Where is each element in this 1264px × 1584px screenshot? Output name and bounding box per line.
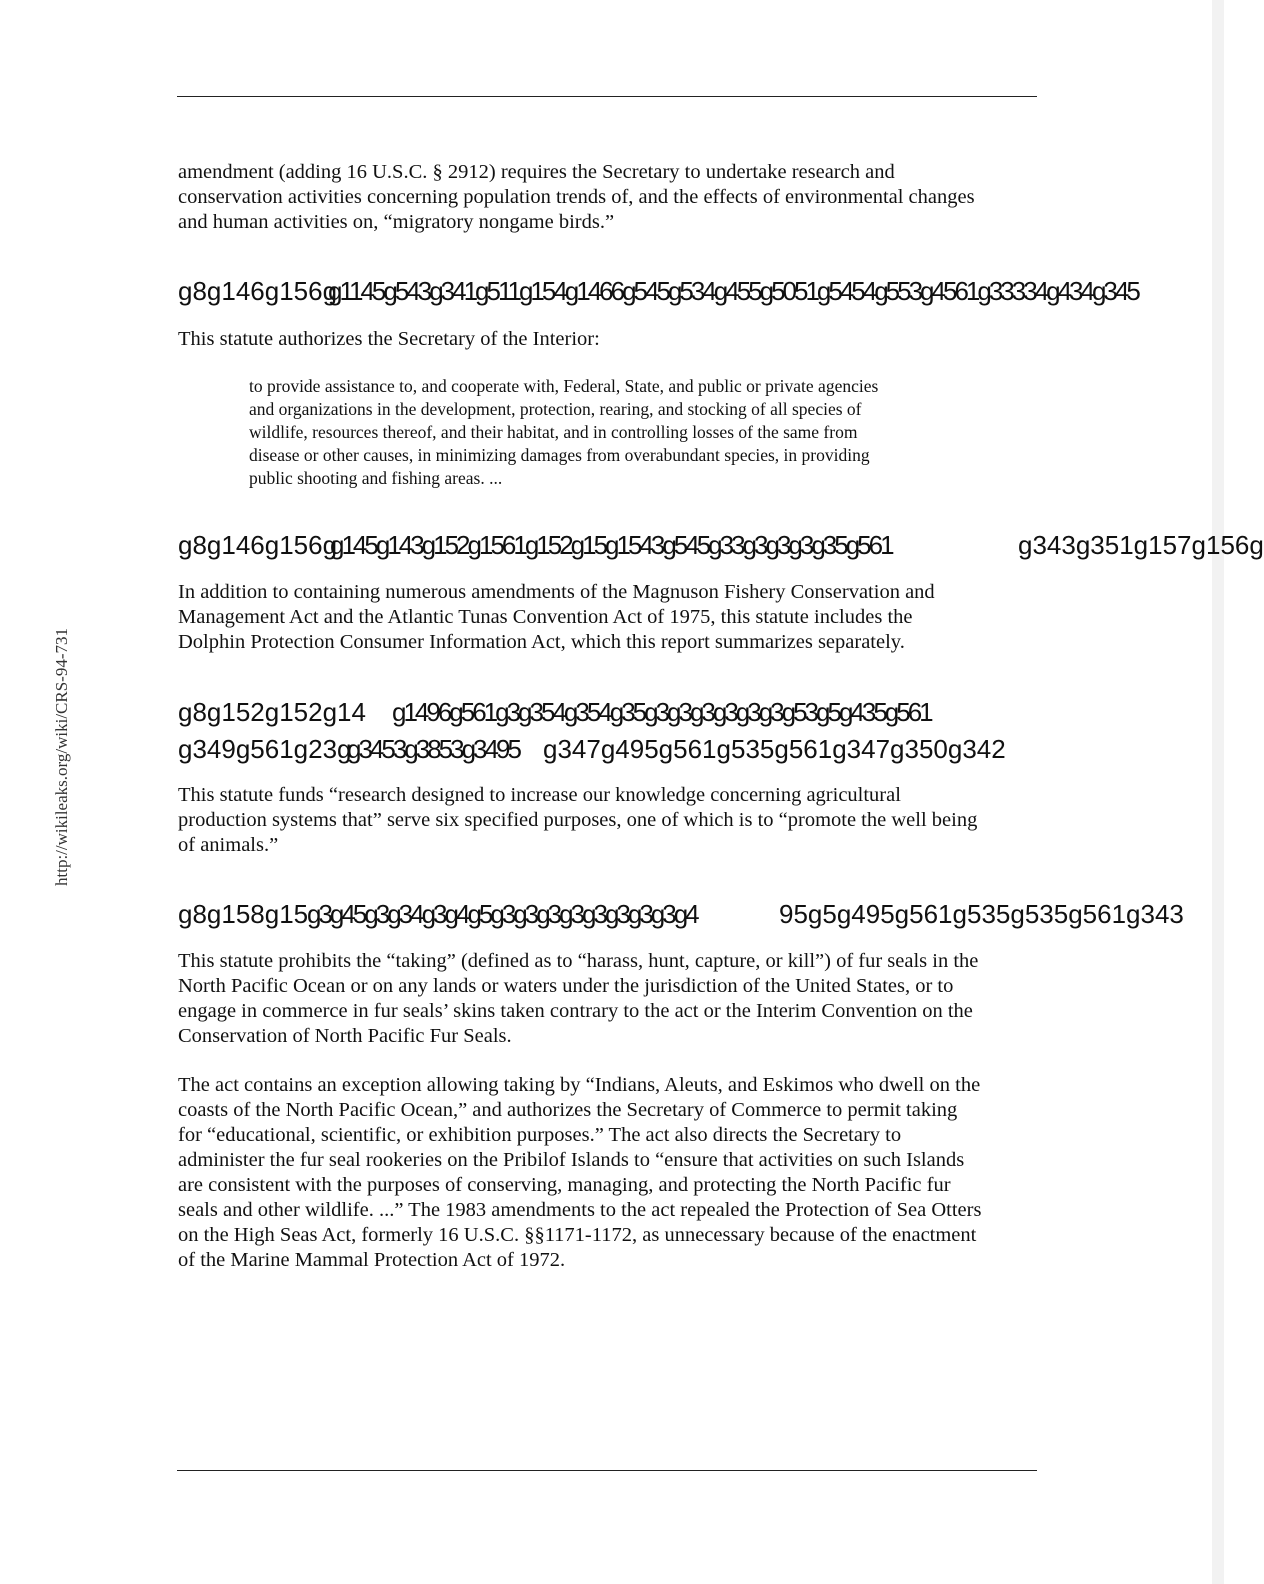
garbled-heading-1-base: g8g146g156g — [178, 276, 338, 306]
garbled-heading-2-overlay: g145g143g152g1561g152g15g1543g545g33g3g3g3g35g561 — [330, 530, 892, 560]
garbled-heading-2-base: g8g146g156g — [178, 530, 338, 560]
header-rule — [177, 96, 1037, 97]
side-url-watermark[interactable]: http://wikileaks.org/wiki/CRS-94-731 — [52, 628, 71, 886]
paragraph-agricultural-research: This statute funds “research designed to increase our knowledge concerning agricultural production systems that” serve six specified purposes, one of which is to “promote the well being of animals.” — [178, 784, 978, 856]
garbled-heading-4-tail: 95g5g495g561g535g535g561g343 — [779, 899, 1184, 929]
paragraph-magnuson-act: In addition to containing numerous amendments of the Magnuson Fishery Conservation and Management Act and the Atlantic Tunas Convention Act of 1975, this statute includes the Dolphin Protection Consumer Information Act, which this report summarizes separately. — [178, 581, 935, 653]
garbled-heading-3-base-2: g349g561g23g — [178, 734, 352, 764]
garbled-heading-3-overlay: g1496g561g3g354g354g35g3g3g3g3g3g3g53g5g435g561 — [392, 697, 931, 727]
page-edge-strip — [1212, 0, 1224, 1584]
garbled-heading-3-overlay-2: g3453g3853g3495 — [347, 734, 519, 764]
garbled-heading-4-base: g8g158g15 — [178, 899, 309, 929]
garbled-heading-3-tail-2: g347g495g561g535g561g347g350g342 — [543, 734, 1006, 764]
paragraph-migratory-birds: amendment (adding 16 U.S.C. § 2912) requires the Secretary to undertake research and conservation activities concerning population trends of, and the effects of environmental changes and human activities on, “migratory nongame birds.” — [178, 161, 975, 233]
paragraph-interior-authorization: This statute authorizes the Secretary of the Interior: — [178, 328, 600, 350]
paragraph-fur-seals-prohibition: This statute prohibits the “taking” (defined as to “harass, hunt, capture, or kill”) of fur seals in the North Pacific Ocean or on any lands or waters under the jurisdiction of the United States, or to engage in commerce in fur seals’ skins taken contrary to the act or the Interim Convention on the Conservation of North Pacific Fur Seals. — [178, 950, 979, 1047]
garbled-heading-1-overlay: g1145g543g341g511g154g1466g545g534g455g5051g5454g553g4561g33334g434g345 — [328, 276, 1138, 306]
paragraph-fur-seals-exception: The act contains an exception allowing taking by “Indians, Aleuts, and Eskimos who dwell on the coasts of the North Pacific Ocean,” and authorizes the Secretary of Commerce to permit taking for “educational, scientific, or exhibition purposes.” The act also directs the Secretary to administer the fur seal rookeries on the Pribilof Islands to “ensure that activities on such Islands are consistent with the purposes of conserving, managing, and protecting the North Pacific fur seals and other wildlife. ...” The 1983 amendments to the act repealed the Protection of Sea Otters on the High Seas Act, formerly 16 U.S.C. §§1171-1172, as unnecessary because of the enactment of the Marine Mammal Protection Act of 1972. — [178, 1074, 982, 1271]
garbled-heading-2-tail: g343g351g157g156g — [1018, 530, 1264, 560]
block-quote-assistance: to provide assistance to, and cooperate with, Federal, State, and public or private agencies and organizations in the development, protection, rearing, and stocking of all species of wildlife, resources thereof, and their habitat, and in controlling losses of the same from disease or other causes, in minimizing damages from overabundant species, in providing public shooting and fishing areas. ... — [249, 376, 879, 488]
footer-rule — [177, 1470, 1037, 1471]
garbled-heading-4-overlay: g3g45g3g34g3g4g5g3g3g3g3g3g3g3g3g4 — [307, 899, 697, 929]
garbled-heading-3-base: g8g152g152g14 — [178, 697, 366, 727]
